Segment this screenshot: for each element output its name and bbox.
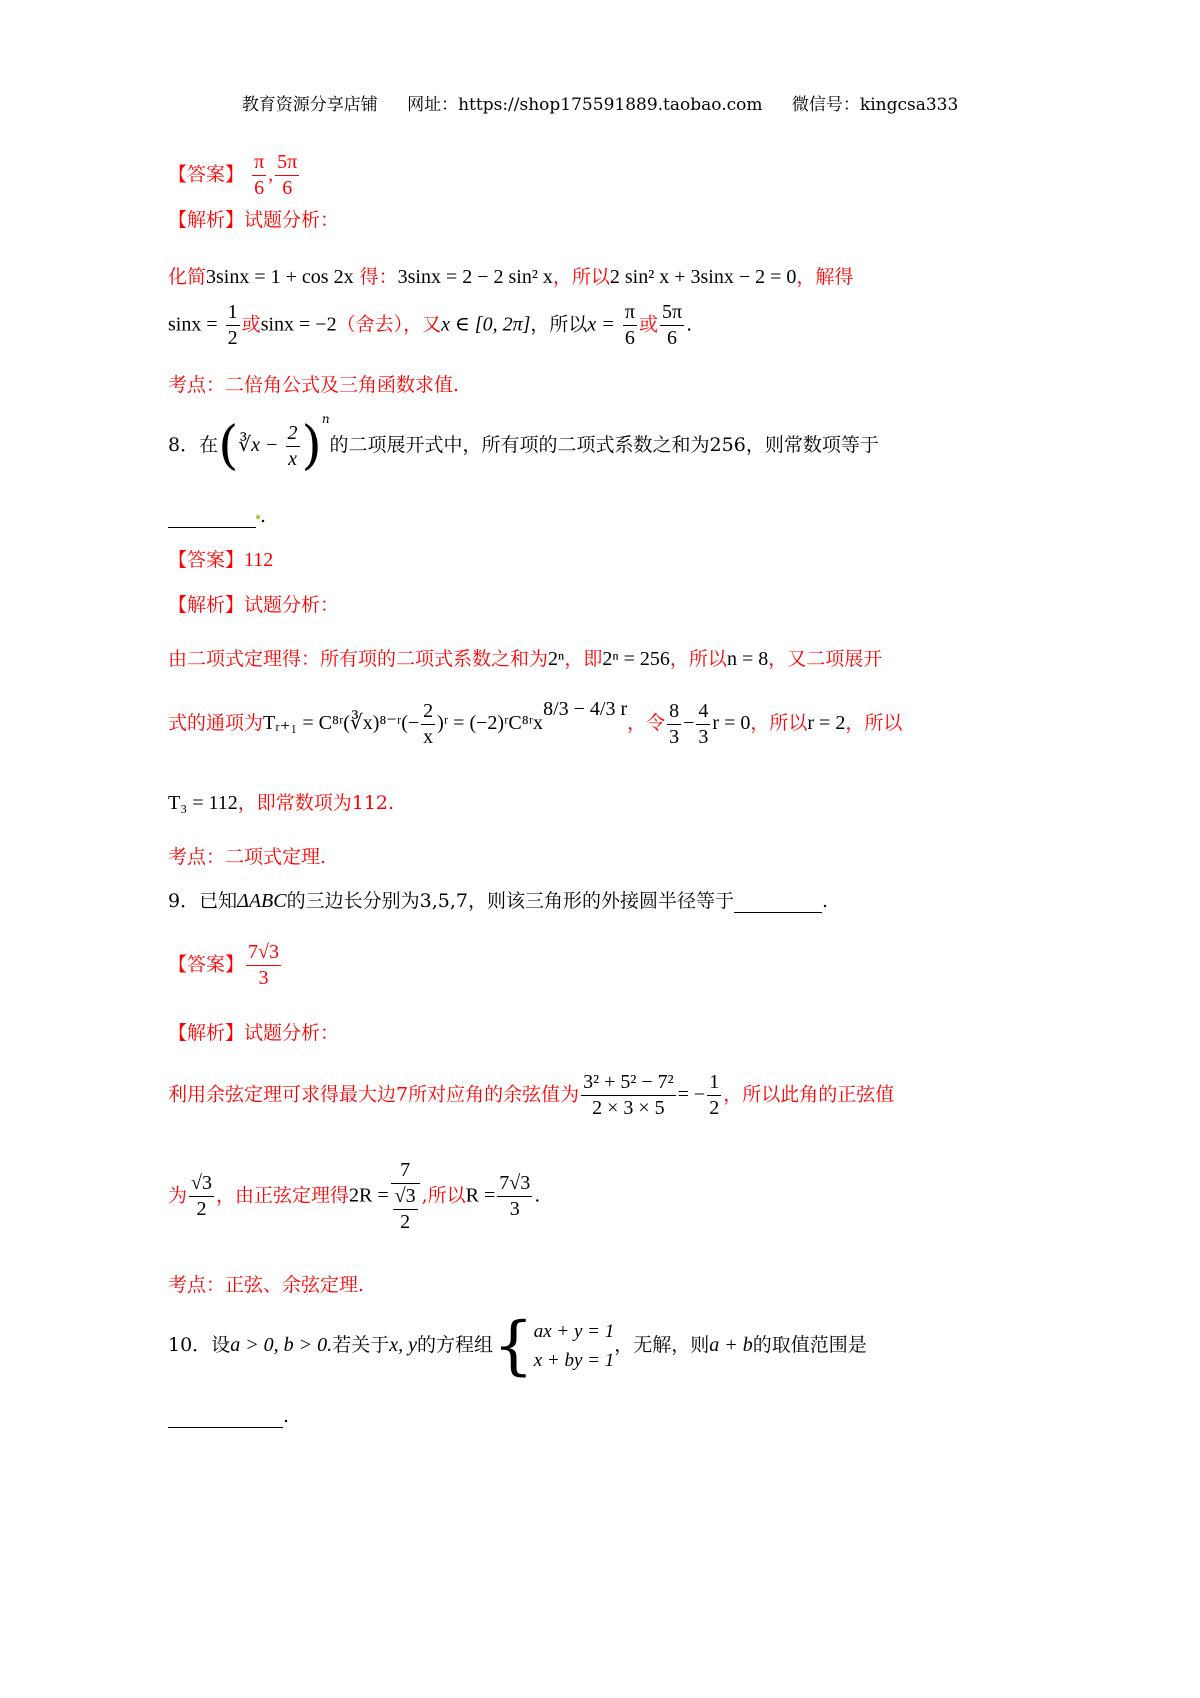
q8-term-fraction: $\frac{2}{x}$ (423, 699, 434, 748)
q9-question: 9．已知ΔABC的三边长分别为3,5,7，则该三角形的外接圆半径等于 . (168, 890, 829, 912)
q8-analysis-line-2: 式的通项为Tᵣ₊₁ = C⁸ʳ(∛x)⁸⁻ʳ(− $\frac{2}{x}$ )ʳ = (−2)ʳC⁸ʳx$^{8/3 - 4/3 r}$，令 $\frac{8}{3}$ − $\frac{4}{3}$ r = 0，所以r = 2，所以 (168, 698, 903, 748)
q9-sine-fraction: $\frac{√3}{2}$ (191, 1172, 212, 1220)
q7-answer-fraction-2: $\frac{5\pi}{6}$ (277, 151, 298, 199)
q9-answer: 【答案】 $\frac{7√3}{3}$ (168, 941, 279, 989)
q9-half-fraction: $\frac{1}{2}$ (709, 1071, 720, 1119)
q7-sol-fraction-1: $\frac{\pi}{6}$ (624, 301, 635, 349)
q7-analysis-line-1: 化简3sinx = 1 + cos 2x 得：3sinx = 2 − 2 sin² x，所以2 sin² x + 3sinx − 2 = 0，解得 (168, 266, 854, 288)
page-header (0, 90, 1200, 115)
q7-answer-fraction-1: $\frac{\pi}{6}$ (254, 151, 265, 199)
q7-half-fraction: $\frac{1}{2}$ (227, 301, 238, 349)
q9-cosine-fraction: $\frac{\text{3² + 5² − 7²}}{2 \times 3 \times 5}$ (583, 1071, 674, 1119)
q10-equation-system: ax + y = 1 x + by = 1 (533, 1320, 615, 1371)
q8-kaodian: 考点：二项式定理. (168, 846, 327, 868)
q8-analysis-line-1: 由二项式定理得：所有项的二项式系数之和为2ⁿ，即2ⁿ = 256，所以n = 8，又二项展开 (168, 648, 883, 670)
q10-blank: . (168, 1405, 289, 1428)
q9-analysis-label: 【解析】试题分析： (168, 1022, 340, 1044)
q7-answer: 【答案】 $\frac{\pi}{6}$ , $\frac{5\pi}{6}$ (168, 151, 298, 199)
header-wechat: 微信号：kingcsa333 (791, 95, 959, 115)
q8-question-fraction: $\frac{2}{x}$ (287, 421, 298, 470)
q7-kaodian: 考点：二倍角公式及三角函数求值. (168, 374, 460, 396)
q8-four-thirds: $\frac{4}{3}$ (698, 699, 709, 748)
q9-answer-fraction: $\frac{7√3}{3}$ (248, 941, 279, 989)
q7-analysis-line-2: sinx = $\frac{1}{2}$ 或sinx = −2（舍去），又x ∈ [0, 2π]，所以x = $\frac{\pi}{6}$ 或 $\frac{5\pi}{6}$ . (168, 301, 693, 349)
q8-blank: . (168, 505, 266, 528)
q9-analysis-line-1: 利用余弦定理可求得最大边7所对应角的余弦值为 $\frac{\text{3² + 5² − 7²}}{2 \times 3 \times 5}$ = − $\frac{1}{2}$ ，所以此角的正弦值 (168, 1071, 895, 1119)
q8-analysis-line-3: T₃ = 112，即常数项为112. (168, 792, 395, 814)
q8-question: 8．在(∛x − $\frac{2}{x}$ )$^n$的二项展开式中，所有项的二项式系数之和为256，则常数项等于 (168, 412, 879, 476)
q9-analysis-line-2: 为 $\frac{√3}{2}$ ，由正弦定理得2R = $\frac{7}{\frac{√3}{2}}$ ,所以R = $\frac{7√3}{3}$ . (168, 1159, 541, 1233)
q10-question: 10．设a > 0, b > 0.若关于x, y的方程组{ ax + y = 1 x + by = 1 ，无解，则a + b的取值范围是 (168, 1309, 867, 1383)
q9-r-fraction: $\frac{7√3}{3}$ (499, 1172, 531, 1220)
q9-kaodian: 考点：正弦、余弦定理. (168, 1274, 365, 1296)
q7-analysis-label: 【解析】试题分析： (168, 209, 340, 231)
q8-answer: 【答案】112 (168, 549, 274, 571)
q8-eight-thirds: $\frac{8}{3}$ (669, 699, 680, 748)
q8-analysis-label: 【解析】试题分析： (168, 594, 340, 616)
answer-label: 【答案】 (168, 163, 245, 186)
q9-2r-fraction: $\frac{7}{\frac{√3}{2}}$ (391, 1158, 420, 1235)
header-shop: 教育资源分享店铺 (241, 95, 378, 115)
q7-sol-fraction-2: $\frac{5\pi}{6}$ (661, 301, 683, 349)
header-website: 网址：https://shop175591889.taobao.com (407, 95, 763, 115)
